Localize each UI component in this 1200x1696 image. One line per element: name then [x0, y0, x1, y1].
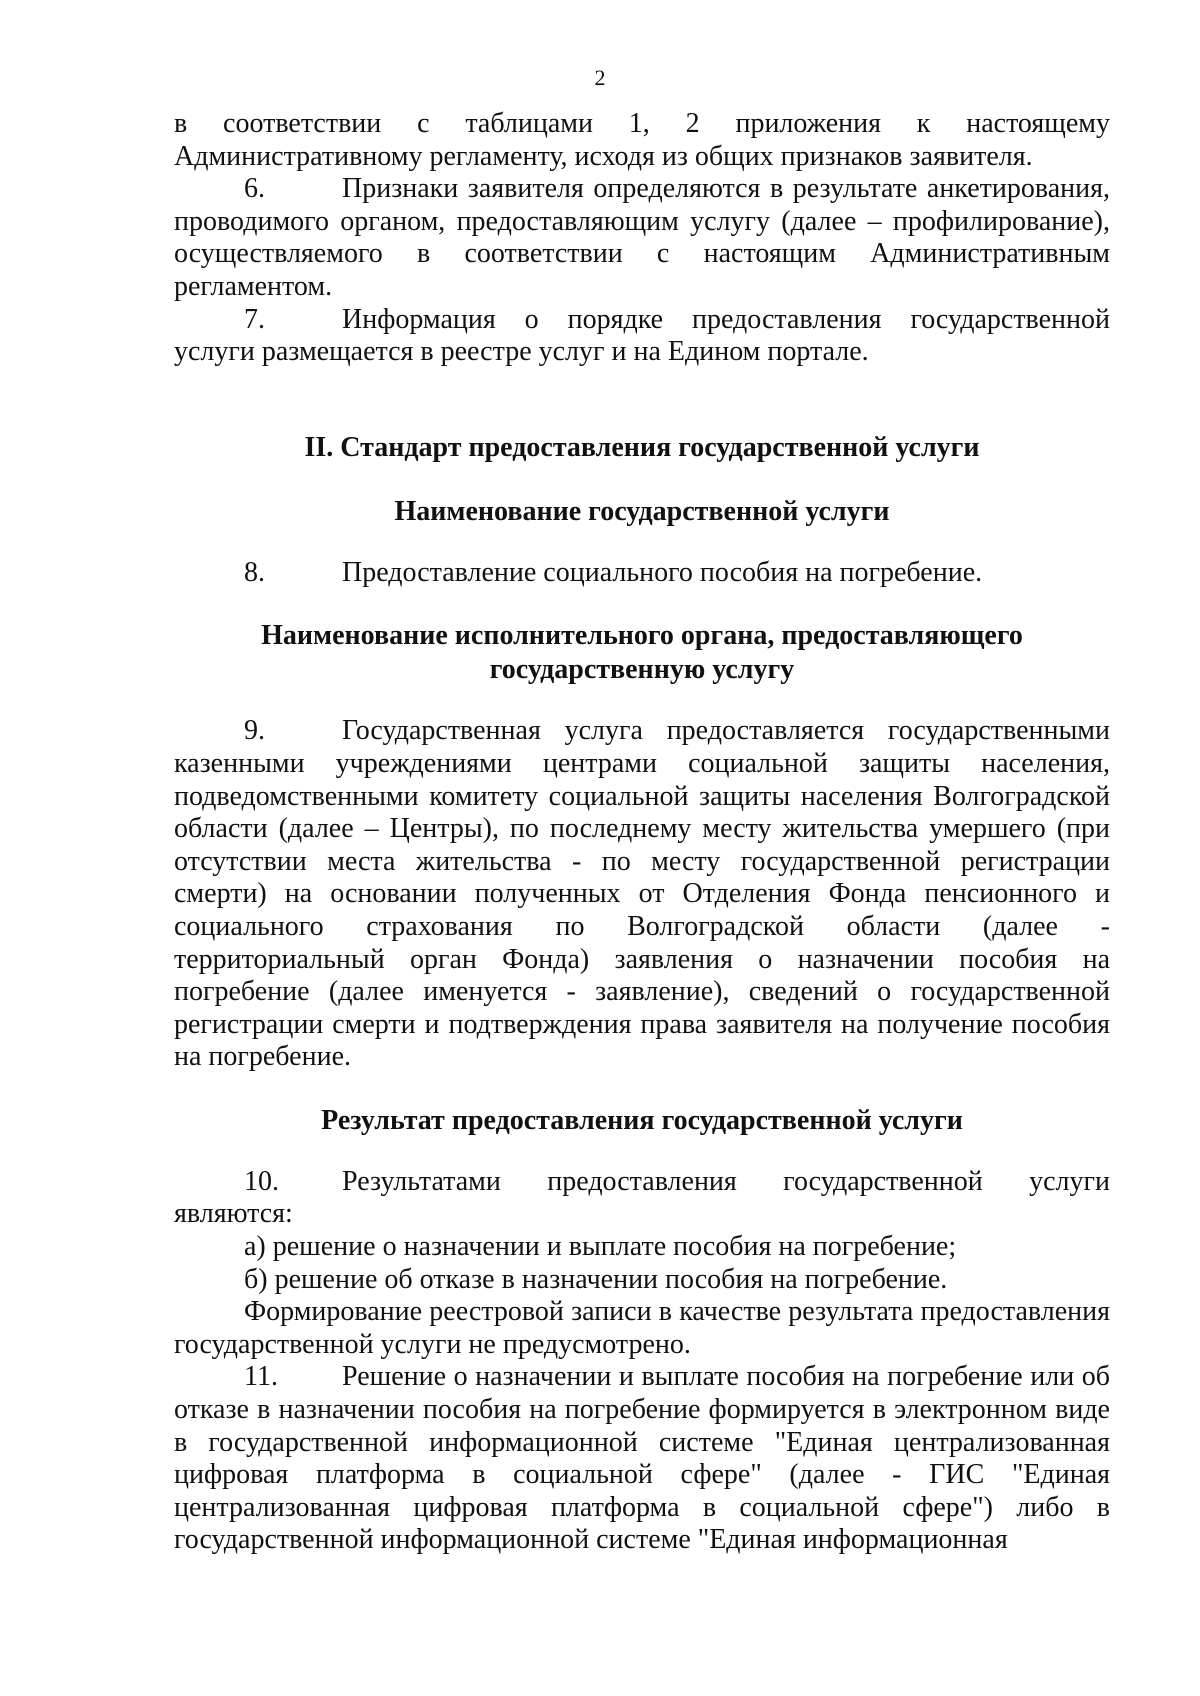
- paragraph-text: Решение о назначении и выплате пособия на погребение или об отказе в назначении пособия на погребение формируется в электронном виде в государственной информационной системе "Единая централизованная цифровая платформа в социальной сфере" (далее - ГИС "Единая централизованная цифровая платформа в социальной сфере") либо в государственной информационной системе "Единая информационная: [174, 1361, 1110, 1556]
- paragraph-number: 6.: [244, 173, 265, 205]
- paragraph-text: Информация о порядке предоставления государственной услуги размещается в реестре услуг и на Едином портале.: [174, 303, 1110, 368]
- paragraph-7: [174, 304, 1110, 369]
- subheading-executive-body: [174, 619, 1110, 687]
- subheading-service-result: Результат предоставления государственной услуги: [321, 1104, 963, 1136]
- paragraph-text: Государственная услуга предоставляется государственными казенными учреждениями центрами социальной защиты населения, подведомственными комитету социальной защиты населения Волгоградской области (далее – Центры), по последнему месту жительства умершего (при отсутствии места жительства - по месту государственной регистрации смерти) на основании полученных от Отделения Фонда пенсионного и социального страхования по Волгоградской области (далее - территориальный орган Фонда) заявления о назначении пособия на погребение (далее именуется - заявление), сведений о государственной регистрации смерти и подтверждения права заявителя на получение пособия на погребение.: [174, 715, 1110, 1073]
- paragraph-8: [174, 557, 1110, 590]
- paragraph-text: Признаки заявителя определяются в результате анкетирования, проводимого органом, предоставляющим услугу (далее – профилирование), осуществляемого в соответствии с настоящим Административным регламентом.: [174, 173, 1110, 302]
- paragraph-text: Результатами предоставления государственной услуги являются:: [174, 1165, 1110, 1230]
- paragraph-10: [174, 1166, 1110, 1231]
- page-number: 2: [594, 65, 606, 90]
- paragraph-10-item-a: а) решение о назначении и выплате пособия на погребение;: [244, 1231, 957, 1263]
- paragraph-11: [174, 1361, 1110, 1557]
- subheading-line: Наименование исполнительного органа, предоставляющего: [261, 620, 1023, 652]
- paragraph-number: 10.: [244, 1165, 279, 1197]
- paragraph-number: 9.: [244, 715, 265, 747]
- paragraph-number: 8.: [244, 556, 265, 588]
- subheading-service-name: Наименование государственной услуги: [394, 495, 890, 527]
- paragraph-10-note: Формирование реестровой записи в качестве результата предоставления государственной услуги не предусмотрено.: [174, 1296, 1110, 1360]
- paragraph-number: 7.: [244, 303, 265, 335]
- section-heading: II. Стандарт предоставления государственной услуги: [304, 431, 980, 463]
- paragraph-6: [174, 173, 1110, 303]
- paragraph-number: 11.: [244, 1361, 278, 1393]
- paragraph-9: [174, 715, 1110, 1074]
- subheading-line: государственную услугу: [489, 654, 795, 686]
- document-body: [174, 108, 1110, 1557]
- paragraph-text: Предоставление социального пособия на погребение.: [342, 556, 983, 588]
- paragraph-intro: в соответствии с таблицами 1, 2 приложения к настоящему Административному регламенту, исходя из общих признаков заявителя.: [174, 108, 1110, 172]
- paragraph-10-item-b: б) решение об отказе в назначении пособия на погребение.: [244, 1263, 948, 1295]
